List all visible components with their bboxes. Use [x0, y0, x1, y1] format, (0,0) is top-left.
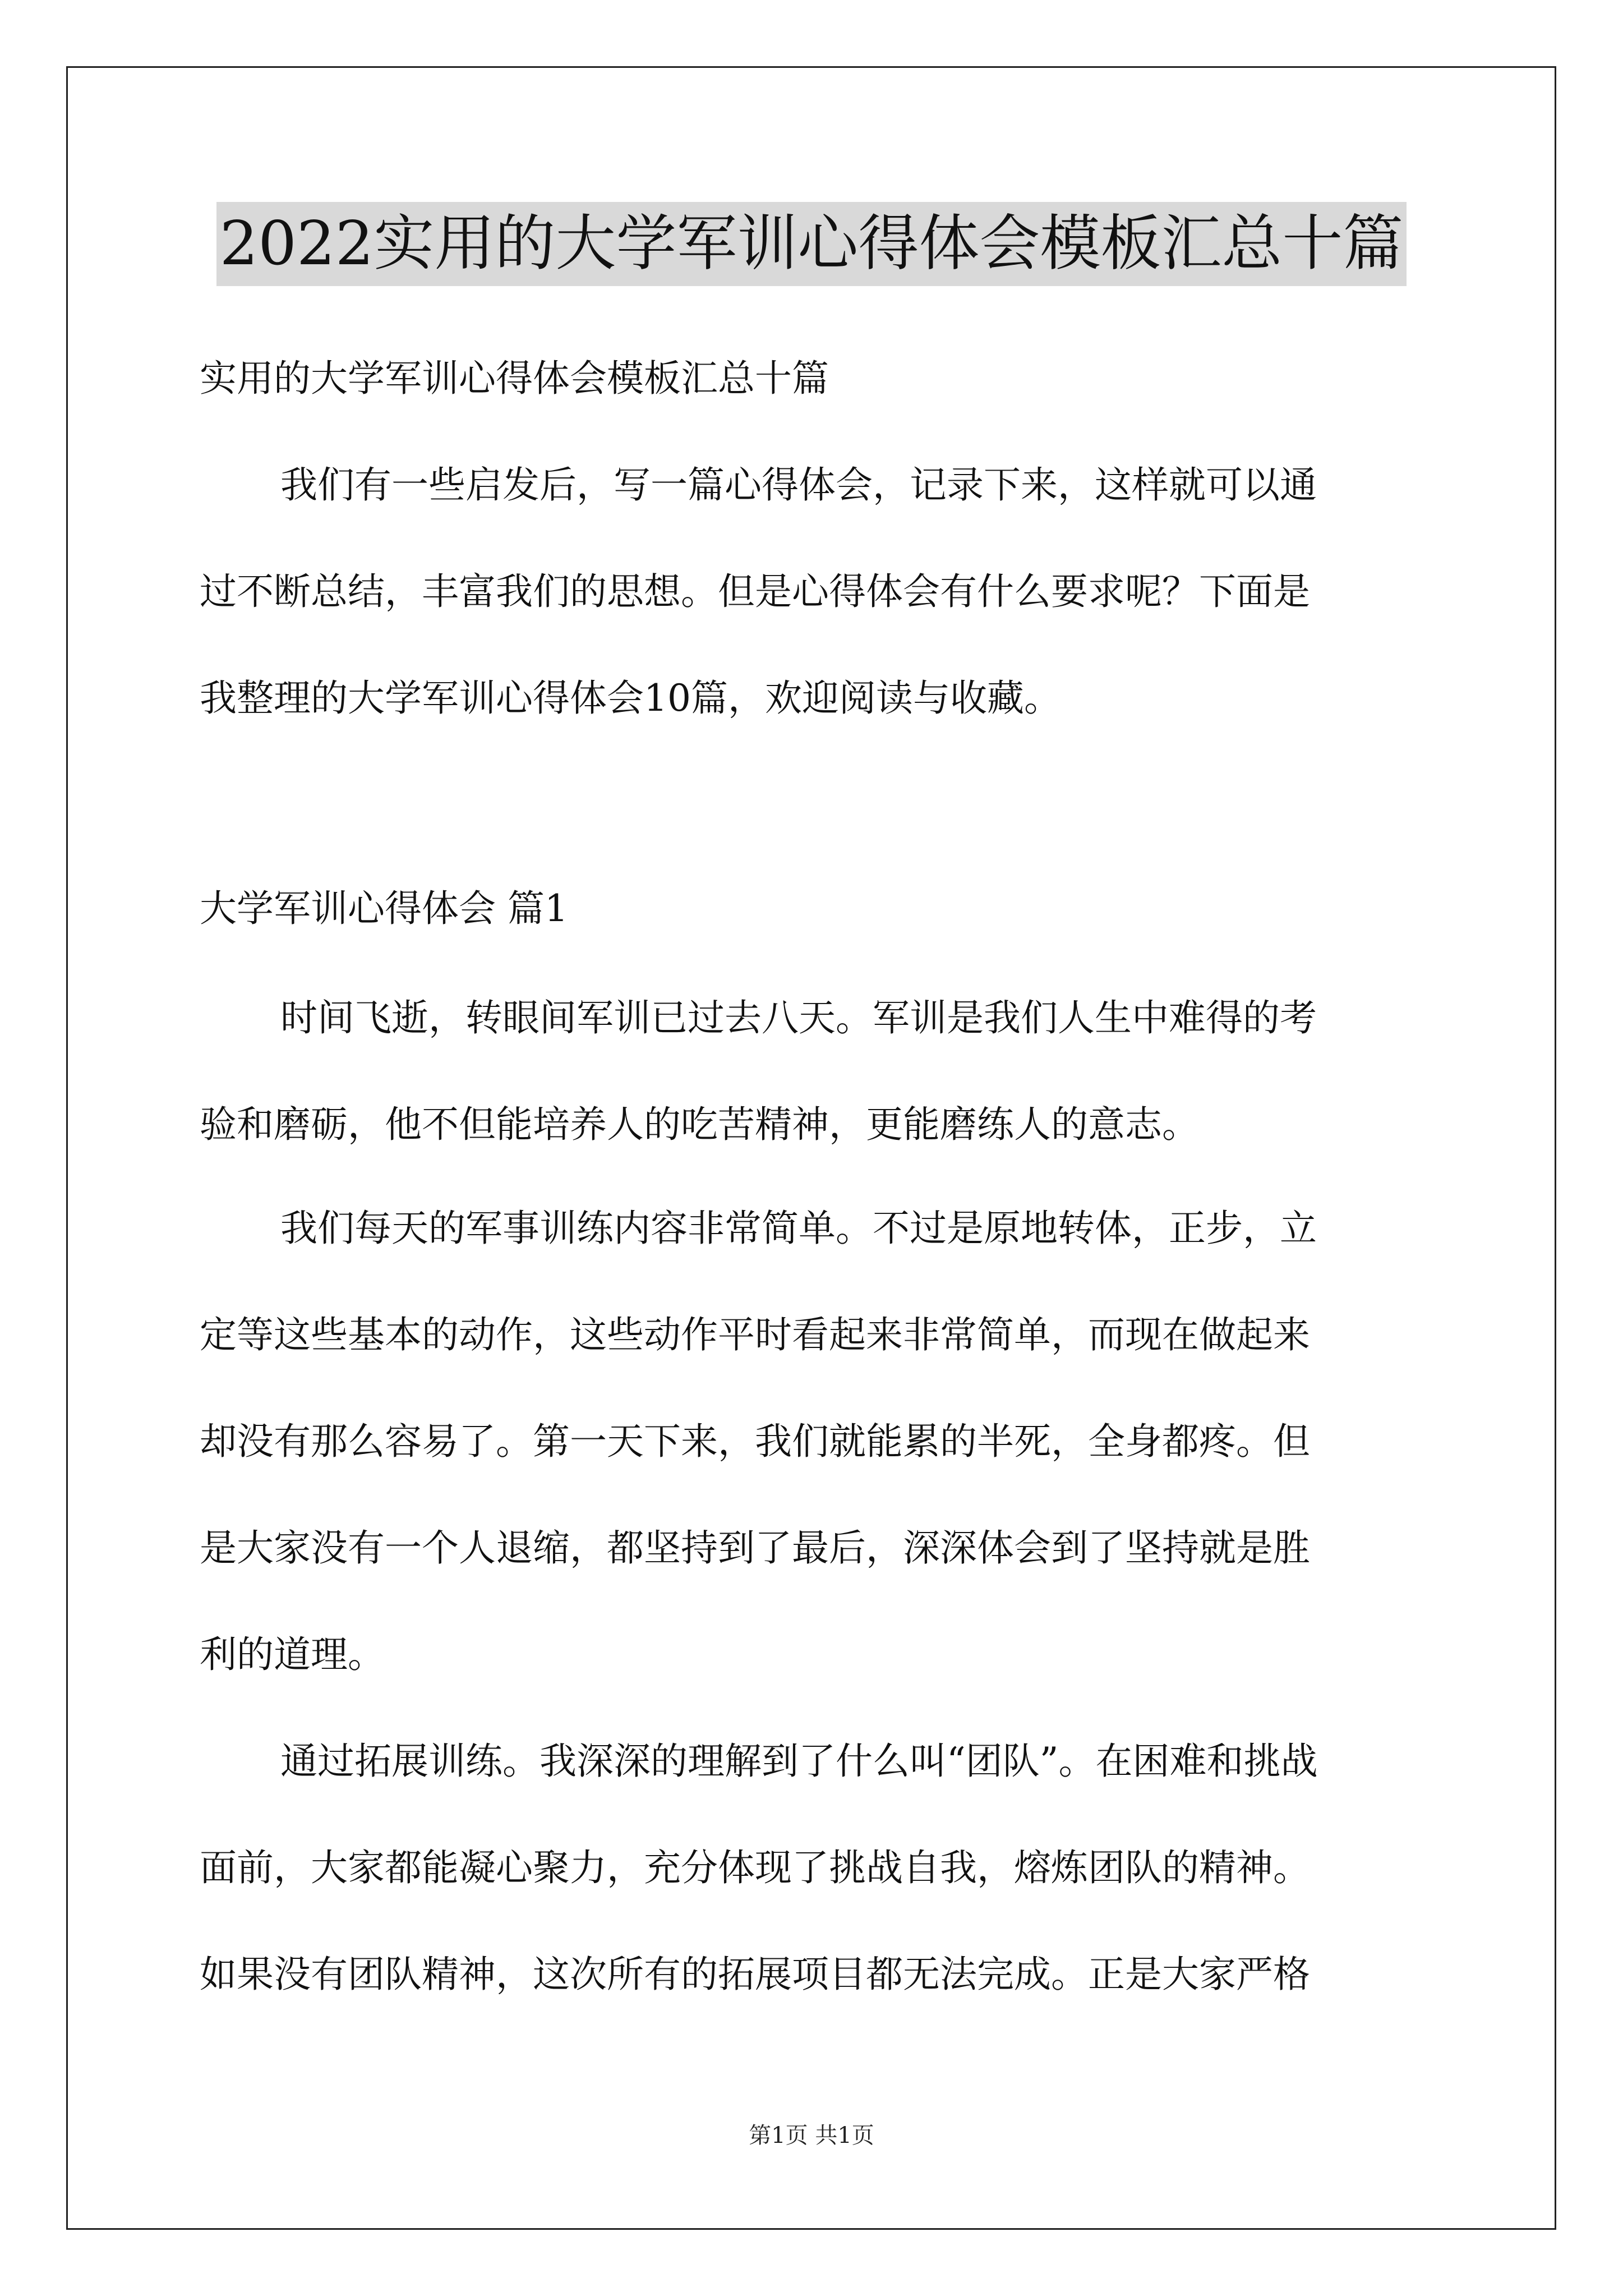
- title-container: [0, 202, 1623, 286]
- paragraph-line: 是大家没有一个人退缩，都坚持到了最后，深深体会到了坚持就是胜: [200, 1526, 1310, 1570]
- paragraph-line: 如果没有团队精神，这次所有的拓展项目都无法完成。正是大家严格: [200, 1953, 1310, 1996]
- paragraph-line: 我们每天的军事训练内容非常简单。不过是原地转体，正步，立: [280, 1207, 1317, 1250]
- document-title: 2022实用的大学军训心得体会模板汇总十篇: [216, 202, 1407, 286]
- paragraph-line: 却没有那么容易了。第一天下来，我们就能累的半死，全身都疼。但: [200, 1420, 1310, 1463]
- paragraph-line: 利的道理。: [200, 1633, 385, 1676]
- paragraph-line: 面前，大家都能凝心聚力，充分体现了挑战自我，熔炼团队的精神。: [200, 1846, 1310, 1889]
- intro-line: 我整理的大学军训心得体会10篇，欢迎阅读与收藏。: [200, 677, 1061, 720]
- paragraph-line: 时间飞逝，转眼间军训已过去八天。军训是我们人生中难得的考: [280, 996, 1317, 1039]
- page-footer: 第1页 共1页: [749, 2123, 874, 2148]
- paragraph-line: 通过拓展训练。我深深的理解到了什么叫“团队”。在困难和挑战: [280, 1740, 1318, 1783]
- paragraph-line: 验和磨砺，他不但能培养人的吃苦精神，更能磨练人的意志。: [200, 1103, 1199, 1146]
- document-subtitle: 实用的大学军训心得体会模板汇总十篇: [200, 357, 829, 400]
- section-heading: 大学军训心得体会 篇1: [200, 887, 568, 930]
- intro-line: 我们有一些启发后，写一篇心得体会，记录下来，这样就可以通: [280, 463, 1317, 507]
- intro-line: 过不断总结，丰富我们的思想。但是心得体会有什么要求呢？下面是: [200, 570, 1310, 613]
- paragraph-line: 定等这些基本的动作，这些动作平时看起来非常简单，而现在做起来: [200, 1313, 1310, 1356]
